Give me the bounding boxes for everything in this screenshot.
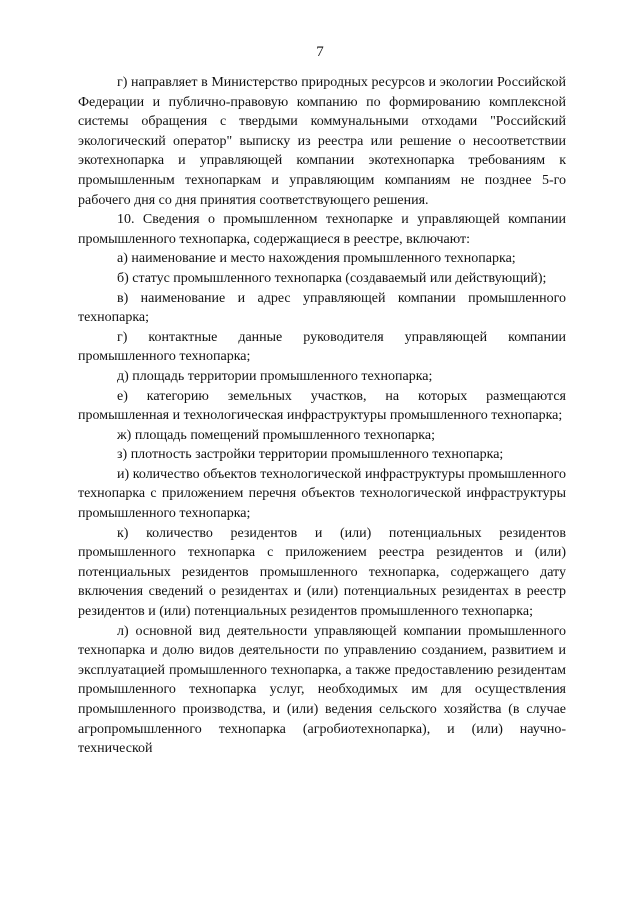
list-item-zh-premises-area: ж) площадь помещений промышленного технопарка; [117, 427, 435, 443]
paragraph-item-g-sends-extract: г) направляет в Министерство природных ресурсов и экологии Российской Федерации и публично-правовую компанию по формированию комплексной системы обращения с твердыми коммунальными отходами "Российский экологический оператор" выписку из реестра или решение о несоответствии экотехнопарка и управляющей компании экотехнопарка требованиям к промышленным технопаркам и управляющим компаниям не позднее 5-го рабочего дня со дня принятия соответствующего решения. [78, 75, 566, 208]
list-item-i-infrastructure-count: и) количество объектов технологической инфраструктуры промышленного технопарка с приложением перечня объектов технологической инфраструктуры промышленного технопарка; [78, 466, 566, 522]
list-item-k-residents-count: к) количество резидентов и (или) потенциальных резидентов промышленного технопарка с приложением реестра резидентов и (или) потенциальных резидентов промышленного технопарка, содержащего дату включения сведений о резидентах и (или) потенциальных резидентах в реестр резидентов и (или) потенциальных резидентов промышленного технопарка; [78, 525, 566, 620]
list-item-z-building-density: з) плотность застройки территории промышленного технопарка; [117, 447, 504, 463]
list-item-b-status: б) статус промышленного технопарка (создаваемый или действующий); [117, 270, 547, 286]
list-item-e-land-category: е) категорию земельных участков, на которых размещаются промышленная и технологическая инфраструктуры промышленного технопарка; [78, 388, 566, 424]
list-item-d-territory-area: д) площадь территории промышленного технопарка; [117, 368, 433, 384]
page-number: 7 [316, 44, 324, 60]
document-body [78, 73, 566, 759]
list-item-l-main-activity: л) основной вид деятельности управляющей компании промышленного технопарка и долю видов деятельности по управлению созданием, развитием и эксплуатацией промышленного технопарка, а также предоставлению резидентам промышленного технопарка услуг, необходимых им для осуществления промышленного производства, и (или) ведения сельского хозяйства (в случае агропромышленного технопарка (агробиотехнопарка), и (или) научно-технической [78, 623, 566, 757]
list-item-g-contact-details: г) контактные данные руководителя управляющей компании промышленного технопарка; [78, 329, 566, 365]
paragraph-section-10-intro: 10. Сведения о промышленном технопарке и управляющей компании промышленного технопарка, содержащиеся в реестре, включают: [78, 212, 566, 247]
list-item-a-name-location: а) наименование и место нахождения промышленного технопарка; [117, 251, 516, 267]
list-item-v-company-name-address: в) наименование и адрес управляющей компании промышленного технопарка; [78, 290, 566, 326]
